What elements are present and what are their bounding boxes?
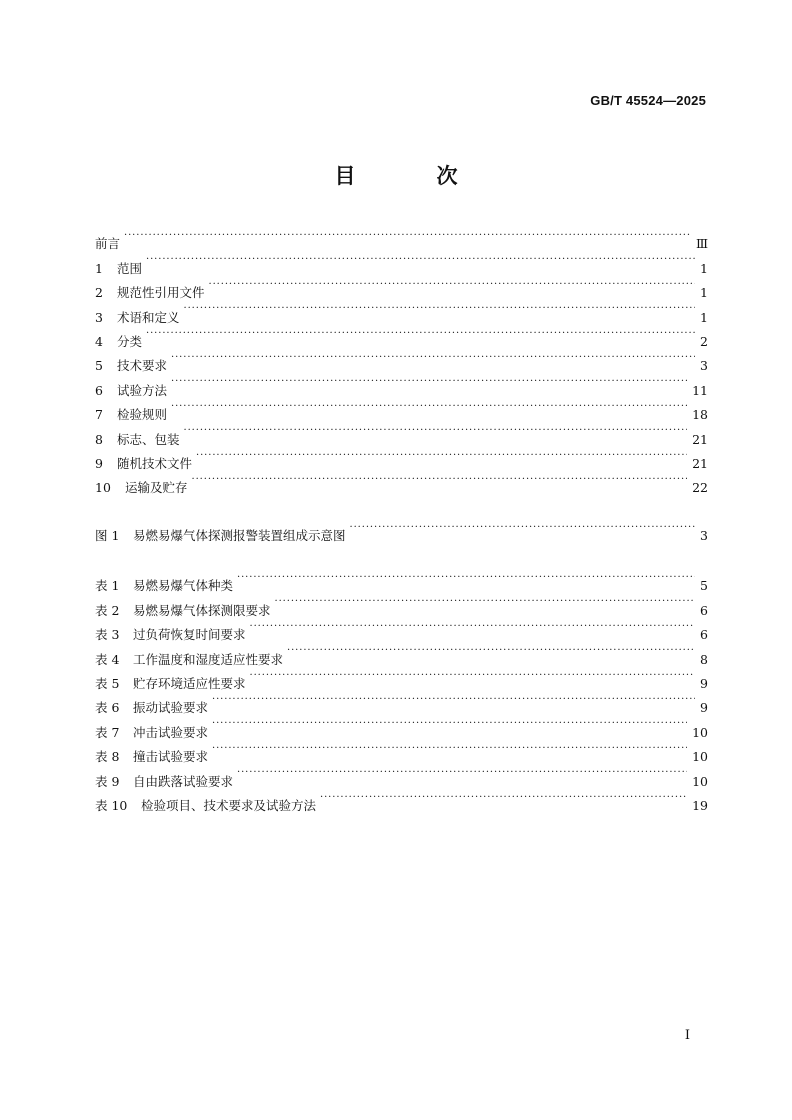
toc-entry-label: 易燃易爆气体探测限要求 (133, 602, 271, 618)
dot-leader (250, 664, 695, 688)
toc-entry-number: 10 (95, 480, 111, 496)
toc-entry-label: 检验规则 (117, 407, 168, 423)
dot-leader (146, 322, 695, 346)
toc-entry-number: 1 (95, 260, 103, 276)
toc-entry-table[interactable] (95, 566, 708, 594)
toc-tables (95, 566, 708, 813)
toc-entry-section[interactable] (95, 444, 708, 471)
toc-entry-number: 7 (95, 407, 103, 423)
toc-entry-number: 表 5 (95, 675, 120, 691)
dot-leader (237, 566, 695, 590)
toc-entry-number: 8 (95, 431, 103, 447)
toc-figures (95, 516, 708, 544)
toc-entry-label: 工作温度和湿度适应性要求 (133, 651, 284, 667)
dot-leader (124, 224, 691, 248)
toc-entry-page: 2 (700, 333, 708, 349)
toc-entry-foreword[interactable] (95, 224, 708, 252)
dot-leader (237, 761, 687, 785)
dot-leader (320, 786, 687, 810)
toc-entry-number: 9 (95, 455, 103, 471)
toc-entry-page: 11 (692, 382, 708, 398)
toc-entry-label: 范围 (117, 260, 143, 276)
toc-entry-page: 9 (700, 700, 708, 716)
dot-leader (212, 712, 687, 736)
page-title: 目 次 (334, 164, 488, 188)
toc-entry-label: 分类 (117, 333, 143, 349)
toc-entry-page: 3 (700, 528, 708, 544)
dot-leader (250, 615, 695, 639)
toc-entry-section[interactable] (95, 346, 708, 374)
toc-entry-page: 21 (692, 455, 708, 471)
toc-entry-number: 表 7 (95, 724, 120, 740)
toc-entry-number: 5 (95, 358, 103, 374)
dot-leader (350, 516, 695, 540)
toc-entry-page: 9 (700, 675, 708, 691)
toc-entry-page: 1 (700, 285, 708, 301)
toc-entry-page: 6 (700, 602, 708, 618)
toc-entry-section[interactable] (95, 273, 708, 301)
toc-entry-label: 冲击试验要求 (133, 724, 209, 740)
dot-leader (171, 346, 695, 370)
toc-entry-page: 1 (700, 309, 708, 325)
toc-entry-section[interactable] (95, 370, 708, 398)
toc-entry-section[interactable] (95, 419, 708, 447)
toc-entry-label: 运输及贮存 (125, 480, 188, 496)
toc-entry-number: 3 (95, 309, 103, 325)
dot-leader (192, 468, 688, 492)
toc-sections (95, 224, 708, 496)
dot-leader (196, 444, 687, 468)
toc-entry-number: 表 2 (95, 602, 120, 618)
toc-entry-page: 1 (700, 260, 708, 276)
toc-entry-label: 贮存环境适应性要求 (133, 675, 246, 691)
toc-entry-page: 22 (692, 480, 708, 496)
toc-entry-number: 6 (95, 382, 103, 398)
toc-entry-number: 表 9 (95, 773, 120, 789)
toc-entry-page: 10 (692, 773, 708, 789)
dot-leader (287, 639, 695, 663)
toc-entry-label: 术语和定义 (117, 309, 180, 325)
toc-entry-page: 10 (692, 724, 708, 740)
dot-leader (275, 590, 695, 614)
toc-entry-page: 6 (700, 627, 708, 643)
dot-leader (184, 419, 688, 443)
toc-entry-number: 表 4 (95, 651, 120, 667)
toc-entry-label: 前言 (95, 236, 121, 252)
toc-entry-label: 撞击试验要求 (133, 749, 209, 765)
toc-entry-page: 3 (700, 358, 708, 374)
toc-entry-page: 18 (692, 407, 708, 423)
dot-leader (146, 248, 695, 272)
toc-entry-label: 标志、包装 (117, 431, 180, 447)
toc-entry-number: 4 (95, 333, 103, 349)
toc-entry-label: 检验项目、技术要求及试验方法 (141, 797, 317, 813)
toc-entry-number: 表 1 (95, 578, 120, 594)
toc-entry-label: 自由跌落试验要求 (133, 773, 234, 789)
toc-entry-label: 试验方法 (117, 382, 168, 398)
toc-entry-figure[interactable] (95, 516, 708, 544)
toc-entry-label: 技术要求 (117, 358, 168, 374)
dot-leader (212, 737, 687, 761)
toc-entry-label: 振动试验要求 (133, 700, 209, 716)
dot-leader (171, 395, 687, 419)
dot-leader (209, 273, 695, 297)
dot-leader (171, 370, 687, 394)
toc-entry-number: 表 3 (95, 627, 120, 643)
toc-entry-page: Ⅲ (695, 236, 708, 252)
toc-entry-label: 过负荷恢复时间要求 (133, 627, 246, 643)
toc-entry-number: 2 (95, 285, 103, 301)
toc-entry-label: 易燃易爆气体探测报警装置组成示意图 (133, 528, 346, 544)
dot-leader (212, 688, 695, 712)
toc-entry-page: 10 (692, 749, 708, 765)
toc-entry-number: 表 6 (95, 700, 120, 716)
toc-entry-page: 5 (700, 578, 708, 594)
toc-entry-page: 21 (692, 431, 708, 447)
standard-code: GB/T 45524—2025 (590, 93, 706, 108)
toc-entry-page: 8 (700, 651, 708, 667)
toc-entry-label: 随机技术文件 (117, 455, 193, 471)
page-number: I (684, 1028, 690, 1043)
toc-entry-label: 易燃易爆气体种类 (133, 578, 234, 594)
toc-entry-section[interactable] (95, 395, 708, 423)
toc-entry-page: 19 (692, 797, 708, 813)
toc-entry-section[interactable] (95, 322, 708, 349)
toc-entry-number: 表 8 (95, 749, 120, 765)
toc-entry-section[interactable] (95, 297, 708, 325)
toc-entry-label: 规范性引用文件 (117, 285, 205, 301)
toc-entry-number: 表 10 (95, 797, 128, 813)
toc-entry-number: 图 1 (95, 528, 120, 544)
dot-leader (184, 297, 695, 321)
toc-entry-section[interactable] (95, 248, 708, 276)
